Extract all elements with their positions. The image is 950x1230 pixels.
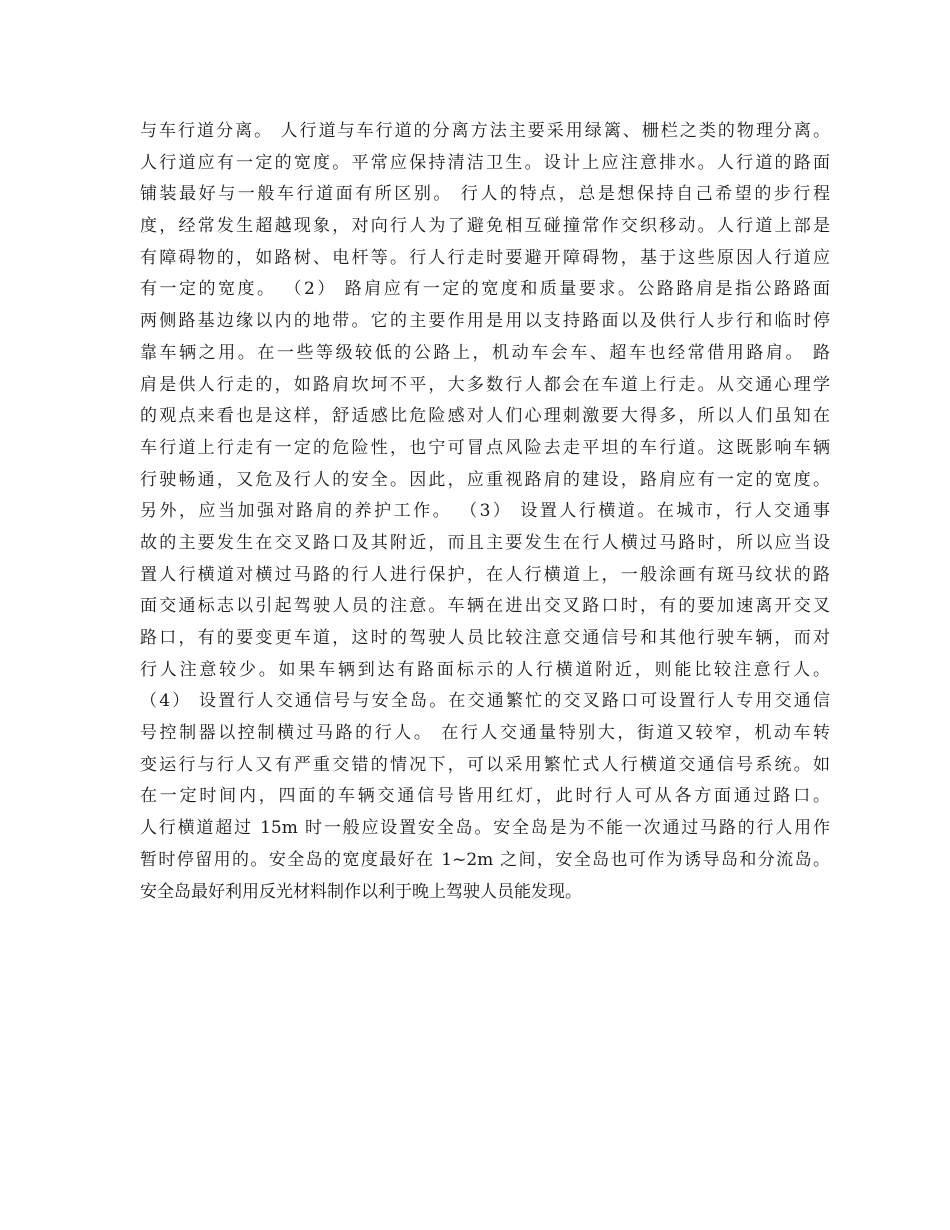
text-line: 靠车辆之用。在一些等级较低的公路上，机动车会车、超车也经常借用路肩。 路 [140, 342, 830, 363]
text-line: 有障碍物的，如路树、电杆等。行人行走时要避开障碍物，基于这些原因人行道应 [140, 247, 830, 268]
text-line: 两侧路基边缘以内的地带。它的主要作用是用以支持路面以及供行人步行和临时停 [140, 311, 830, 332]
text-line: 铺装最好与一般车行道面有所区别。 行人的特点，总是想保持自己希望的步行程 [140, 184, 830, 205]
text-line: 变运行与行人又有严重交错的情况下，可以采用繁忙式人行横道交通信号系统。如 [140, 754, 830, 775]
text-line: 号控制器以控制横过马路的行人。 在行人交通量特别大，街道又较窄，机动车转 [140, 723, 830, 744]
text-line: 另外，应当加强对路肩的养护工作。 （3） 设置人行横道。在城市，行人交通事 [140, 501, 830, 522]
body-text [140, 116, 830, 908]
text-line: 安全岛最好利用反光材料制作以利于晚上驾驶人员能发现。 [140, 881, 582, 902]
text-line: 路口，有的要变更车道，这时的驾驶人员比较注意交通信号和其他行驶车辆，而对 [140, 628, 830, 648]
text-line: 暂时停留用的。安全岛的宽度最好在 1~2m 之间，安全岛也可作为诱导岛和分流岛。 [140, 849, 830, 870]
text-line: 与车行道分离。 人行道与车行道的分离方法主要采用绿篱、栅栏之类的物理分离。 [140, 121, 830, 141]
text-line: 行驶畅通，又危及行人的安全。因此，应重视路肩的建设，路肩应有一定的宽度。 [140, 469, 830, 490]
text-line: 行人注意较少。如果车辆到达有路面标示的人行横道附近，则能比较注意行人。 [140, 659, 830, 680]
text-line: 度，经常发生超越现象，对向行人为了避免相互碰撞常作交织移动。人行道上部是 [140, 216, 830, 237]
text-line: 面交通标志以引起驾驶人员的注意。车辆在进出交叉路口时，有的要加速离开交叉 [140, 596, 830, 617]
text-line: 故的主要发生在交叉路口及其附近，而且主要发生在行人横过马路时，所以应当设 [140, 532, 830, 553]
text-line: 车行道上行走有一定的危险性，也宁可冒点风险去走平坦的车行道。这既影响车辆 [140, 437, 830, 458]
text-line: 置人行横道对横过马路的行人进行保护，在人行横道上，一般涂画有斑马纹状的路 [140, 564, 830, 585]
text-line: 有一定的宽度。 （2） 路肩应有一定的宽度和质量要求。公路路肩是指公路路面 [140, 279, 830, 300]
text-line: 在一定时间内，四面的车辆交通信号皆用红灯，此时行人可从各方面通过路口。 [140, 786, 830, 807]
text-line: 肩是供人行走的，如路肩坎坷不平，大多数行人都会在车道上行走。从交通心理学 [140, 374, 830, 395]
text-line: 人行横道超过 15m 时一般应设置安全岛。安全岛是为不能一次通过马路的行人用作 [140, 818, 830, 839]
text-line: （4） 设置行人交通信号与安全岛。在交通繁忙的交叉路口可设置行人专用交通信 [140, 691, 830, 712]
text-line: 的观点来看也是这样，舒适感比危险感对人们心理刺激要大得多，所以人们虽知在 [140, 406, 830, 427]
text-line: 人行道应有一定的宽度。平常应保持清洁卫生。设计上应注意排水。人行道的路面 [140, 152, 830, 173]
